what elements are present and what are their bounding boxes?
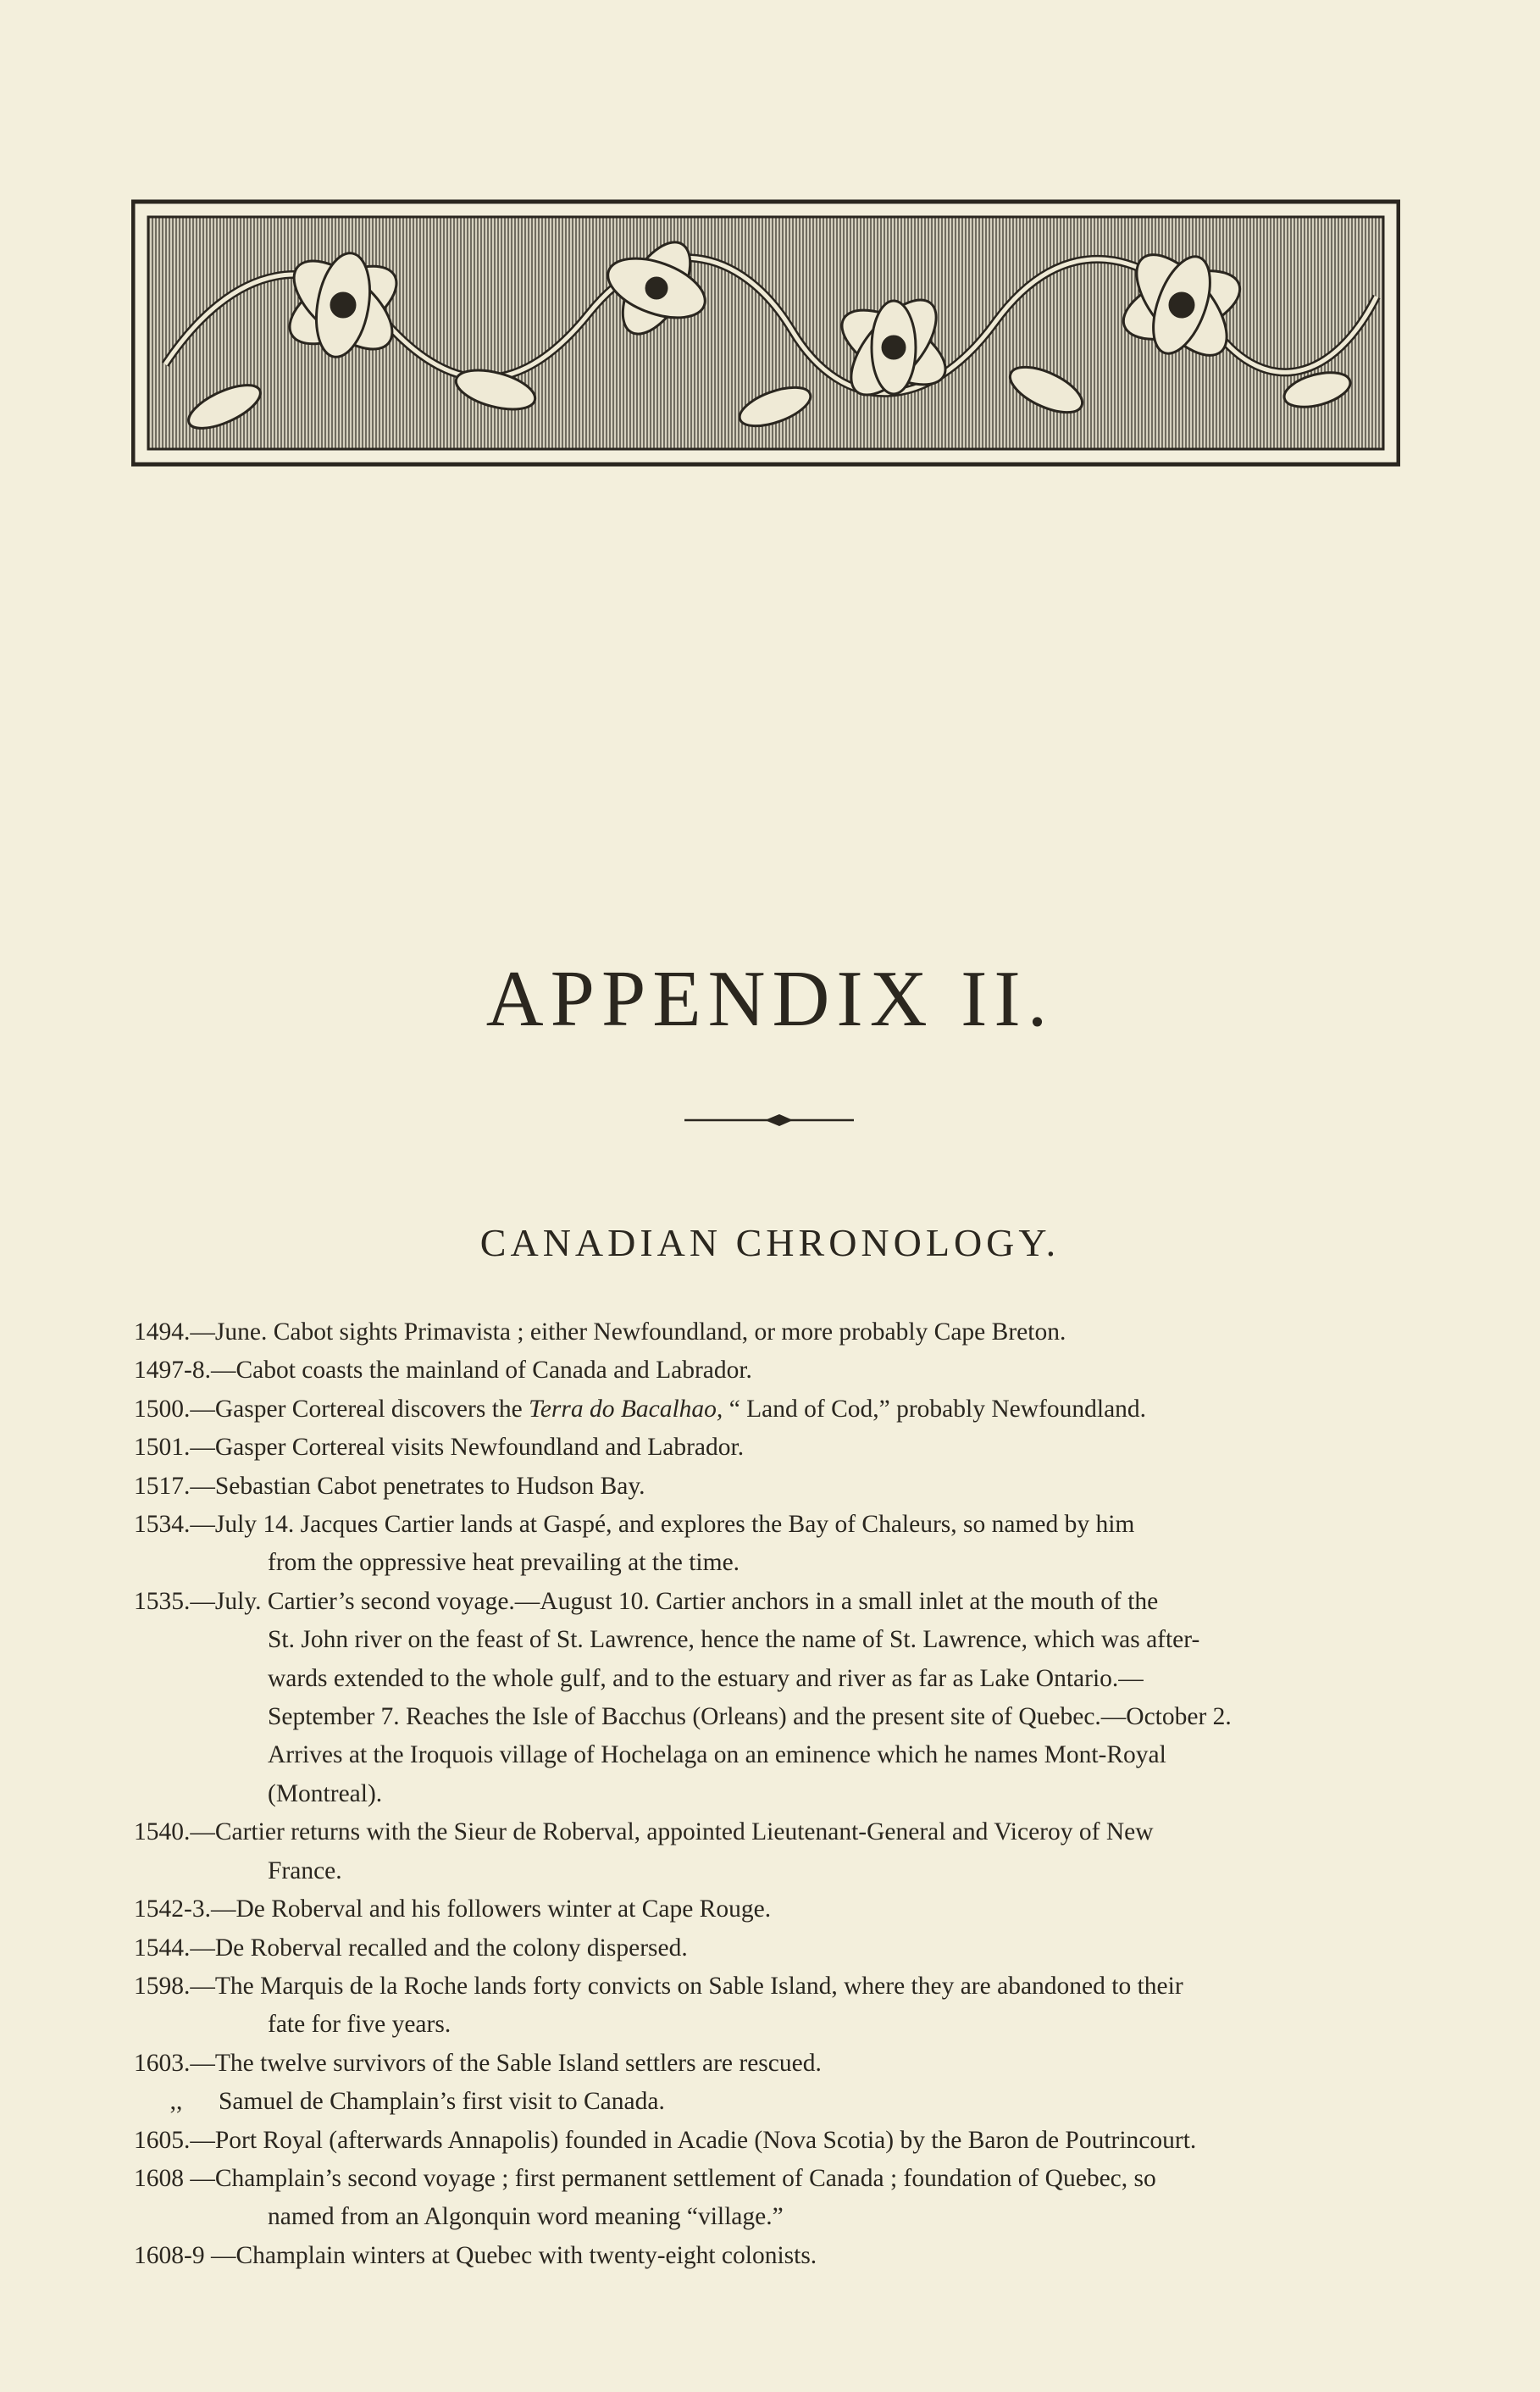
entry-continuation: fate for five years. [268,2011,451,2039]
chronology-entry [134,1506,1421,1583]
chronology-heading: CANADIAN CHRONOLOGY. [479,1221,1061,1264]
entry-text: Samuel de Champlain’s first visit to Canada. [219,2088,665,2116]
entry-continuation: wards extended to the whole gulf, and to the estuary and river as far as Lake Ontario.— [268,1664,1144,1692]
appendix-heading: APPENDIX II. [485,955,1055,1043]
entry-continuation: from the oppressive heat prevailing at the time. [268,1549,740,1577]
entry-continuation: Arrives at the Iroquois village of Hochelaga on an eminence which he names Mont-Royal [268,1741,1166,1769]
entry-text: —Cartier returns with the Sieur de Roberval, appointed Lieutenant-General and Viceroy of New [190,1818,1154,1846]
chronology-entry [134,2083,1421,2121]
entry-year-ditto: ,, [169,2088,183,2116]
entry-continuation: (Montreal). [268,1779,383,1807]
entry-text: —July. Cartier’s second voyage.—August 10. Cartier anchors in a small inlet at the mouth of the [190,1587,1159,1615]
chronology-entry [134,2160,1421,2237]
entry-year: 1605. [134,2126,191,2154]
entry-text: —Port Royal (afterwards Annapolis) founded in Acadie (Nova Scotia) by the Baron de Poutrincourt. [190,2126,1197,2154]
chronology-entry [134,1351,1421,1390]
entry-year: 1603. [134,2049,191,2077]
entry-text: —Gasper Cortereal visits Newfoundland and Labrador. [190,1434,745,1462]
decorative-floral-headpiece [131,195,1400,468]
chronology-entry [134,2122,1421,2160]
chronology-entry [134,1967,1421,2045]
chronology-entry [134,1890,1421,1929]
chronology-list [134,1313,1421,2275]
entry-italic-text: Terra do Bacalhao, [529,1395,723,1423]
chronology-entry [134,1313,1421,1351]
entry-text: —De Roberval recalled and the colony dispersed. [190,1934,688,1962]
entry-year: 1501. [134,1434,191,1462]
chronology-entry [134,2237,1421,2275]
entry-text: —July 14. Jacques Cartier lands at Gaspé, and explores the Bay of Chaleurs, so named by him [190,1511,1135,1539]
entry-year: 1608 [134,2164,184,2192]
entry-year: 1608-9 [134,2241,205,2269]
entry-text: —Champlain winters at Quebec with twenty-eight colonists. [204,2241,817,2269]
ornamental-divider [684,1110,854,1130]
entry-text: —Sebastian Cabot penetrates to Hudson Bay. [190,1472,645,1500]
entry-year: 1494. [134,1318,191,1346]
entry-year: 1542-3. [134,1895,211,1923]
entry-year: 1598. [134,1972,191,2000]
entry-text: —Cabot coasts the mainland of Canada and Labrador. [210,1357,752,1385]
entry-continuation: St. John river on the feast of St. Lawrence, hence the name of St. Lawrence, which was after- [268,1626,1200,1654]
entry-text: —Champlain’s second voyage ; first permanent settlement of Canada ; foundation of Quebec, so [184,2164,1156,2192]
chronology-entry [134,1813,1421,1890]
chronology-entry [134,1429,1421,1467]
entry-text: “ Land of Cod,” probably Newfoundland. [723,1395,1147,1423]
entry-continuation: France. [268,1856,342,1884]
entry-year: 1500. [134,1395,191,1423]
chronology-entry [134,1468,1421,1506]
entry-year: 1497-8. [134,1357,211,1385]
chronology-entry [134,2045,1421,2083]
entry-continuation: September 7. Reaches the Isle of Bacchus (Orleans) and the present site of Quebec.—October 2. [268,1703,1232,1731]
entry-text: —The Marquis de la Roche lands forty convicts on Sable Island, where they are abandoned to their [190,1972,1183,2000]
entry-year: 1540. [134,1818,191,1846]
entry-text: —The twelve survivors of the Sable Island settlers are rescued. [190,2049,822,2077]
entry-year: 1544. [134,1934,191,1962]
entry-text: —June. Cabot sights Primavista ; either Newfoundland, or more probably Cape Breton. [190,1318,1066,1346]
chronology-entry [134,1583,1421,1813]
entry-text: —Gasper Cortereal discovers the [190,1395,529,1423]
entry-year: 1535. [134,1587,191,1615]
chronology-entry [134,1390,1421,1429]
chronology-entry [134,1929,1421,1967]
entry-continuation: named from an Algonquin word meaning “village.” [268,2203,784,2231]
entry-year: 1534. [134,1511,191,1539]
entry-year: 1517. [134,1472,191,1500]
entry-text: —De Roberval and his followers winter at Cape Rouge. [210,1895,772,1923]
